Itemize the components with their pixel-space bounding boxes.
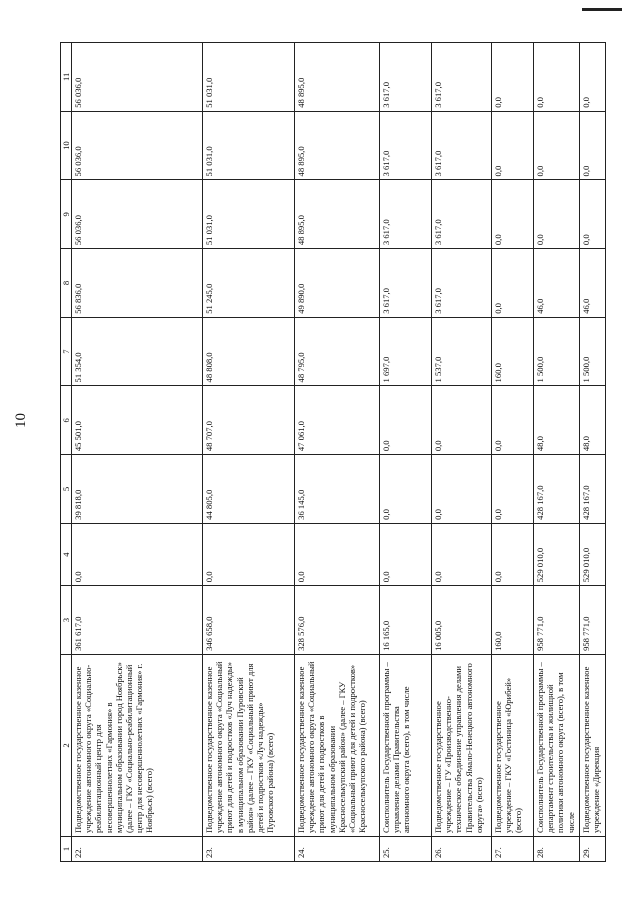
- value-cell: 328 576,0: [295, 586, 380, 655]
- table-row: [492, 43, 534, 862]
- row-name: Подведомственное государственное учреждение – ГУ «Производственно-техническое объединение управления делами Правительства Ямало-Ненецкого автономного округа» (всего): [432, 654, 492, 836]
- value-cell: 0,0: [295, 523, 380, 585]
- row-name: Подведомственное государственное казенное учреждение автономного округа «Социальный приют для детей и подростков «Луч надежды» в муниципальном образовании Пуровский район» (далее – ГКУ «Социальный приют для детей и подростков «Луч надежды» Пуровского района) (всего): [203, 654, 295, 836]
- row-name: Соисполнитель Государственной программы – управление делами Правительства автономного округа (всего), в том числе: [380, 654, 432, 836]
- value-cell: 958 771,0: [534, 586, 580, 655]
- value-cell: 346 658,0: [203, 586, 295, 655]
- row-number: 26.: [432, 837, 492, 862]
- value-cell: 0,0: [432, 386, 492, 455]
- value-cell: 0,0: [492, 523, 534, 585]
- row-name: Соисполнитель Государственной программы – департамент строительства и жилищной политики автономного округа (всего), в том числе: [534, 654, 580, 836]
- value-cell: 51 031,0: [203, 43, 295, 112]
- value-cell: 45 501,0: [72, 386, 203, 455]
- value-cell: 3 617,0: [380, 43, 432, 112]
- value-cell: 428 167,0: [534, 455, 580, 524]
- value-cell: 16 005,0: [432, 586, 492, 655]
- value-cell: 3 617,0: [432, 180, 492, 249]
- row-number: 25.: [380, 837, 432, 862]
- value-cell: 3 617,0: [432, 111, 492, 180]
- row-number: 22.: [72, 837, 203, 862]
- value-cell: 0,0: [492, 386, 534, 455]
- value-cell: 39 818,0: [72, 455, 203, 524]
- table-row: [432, 43, 492, 862]
- header-cell: 1: [61, 837, 72, 862]
- header-cell: 4: [61, 523, 72, 585]
- value-cell: 46,0: [534, 249, 580, 318]
- header-cell: 3: [61, 586, 72, 655]
- value-cell: 0,0: [380, 523, 432, 585]
- header-cell: 5: [61, 455, 72, 524]
- row-number: 23.: [203, 837, 295, 862]
- value-cell: 44 805,0: [203, 455, 295, 524]
- value-cell: 0,0: [432, 523, 492, 585]
- value-cell: 51 245,0: [203, 249, 295, 318]
- row-number: 27.: [492, 837, 534, 862]
- value-cell: 1 697,0: [380, 317, 432, 386]
- budget-table: [60, 42, 606, 862]
- value-cell: 529 010,0: [580, 523, 606, 585]
- table-container: [60, 42, 620, 862]
- value-cell: 0,0: [492, 455, 534, 524]
- value-cell: 48,0: [534, 386, 580, 455]
- row-number: 24.: [295, 837, 380, 862]
- value-cell: 56 036,0: [72, 43, 203, 112]
- row-number: 28.: [534, 837, 580, 862]
- value-cell: 56 036,0: [72, 180, 203, 249]
- table-row: [580, 43, 606, 862]
- value-cell: 51 031,0: [203, 180, 295, 249]
- value-cell: 0,0: [380, 386, 432, 455]
- value-cell: 0,0: [492, 249, 534, 318]
- value-cell: 56 036,0: [72, 111, 203, 180]
- table-row: [72, 43, 203, 862]
- value-cell: 1 537,0: [432, 317, 492, 386]
- value-cell: 0,0: [534, 180, 580, 249]
- value-cell: 160,0: [492, 317, 534, 386]
- value-cell: 48 795,0: [295, 317, 380, 386]
- value-cell: 3 617,0: [432, 249, 492, 318]
- value-cell: 1 500,0: [534, 317, 580, 386]
- header-cell: 11: [61, 43, 72, 112]
- value-cell: 0,0: [203, 523, 295, 585]
- row-number: 29.: [580, 837, 606, 862]
- value-cell: 48 895,0: [295, 180, 380, 249]
- value-cell: 1 500,0: [580, 317, 606, 386]
- rotated-page: [60, 42, 620, 862]
- value-cell: 3 617,0: [432, 43, 492, 112]
- value-cell: 56 836,0: [72, 249, 203, 318]
- row-name: Подведомственное государственное учреждение – ГКУ «Гостиница «Юрибей» (всего): [492, 654, 534, 836]
- value-cell: 0,0: [492, 111, 534, 180]
- value-cell: 36 145,0: [295, 455, 380, 524]
- value-cell: 0,0: [580, 180, 606, 249]
- value-cell: 48 808,0: [203, 317, 295, 386]
- table-row: [203, 43, 295, 862]
- value-cell: 0,0: [492, 43, 534, 112]
- row-name: Подведомственное государственное казенное учреждение автономного округа «Социально-реабилитационный центр для несовершеннолетних «Гармония» в муниципальном образовании город Ноябрьск» (далее – ГКУ «Социально-реабилитационный центр для несовершеннолетних «Гармония» г. Ноябрьск) (всего): [72, 654, 203, 836]
- value-cell: 0,0: [534, 43, 580, 112]
- row-name: Подведомственное государственное казенное учреждение автономного округа «Социальный приют для детей и подростков в муниципальном образовании Красноселькупский район» (далее – ГКУ «Социальный приют для детей и подростков» Красноселькупского района) (всего): [295, 654, 380, 836]
- value-cell: 3 617,0: [380, 180, 432, 249]
- value-cell: 160,0: [492, 586, 534, 655]
- value-cell: 3 617,0: [380, 111, 432, 180]
- table-row: [380, 43, 432, 862]
- value-cell: 48 895,0: [295, 111, 380, 180]
- page-number: 10: [13, 413, 29, 428]
- value-cell: 0,0: [580, 111, 606, 180]
- header-cell: 8: [61, 249, 72, 318]
- value-cell: 0,0: [580, 43, 606, 112]
- row-name: Подведомственное государственное казенное учреждение «Дирекция: [580, 654, 606, 836]
- table-row: [534, 43, 580, 862]
- value-cell: 0,0: [72, 523, 203, 585]
- corner-mark: [582, 8, 622, 11]
- header-cell: 10: [61, 111, 72, 180]
- table-row: [295, 43, 380, 862]
- value-cell: 0,0: [432, 455, 492, 524]
- value-cell: 48 707,0: [203, 386, 295, 455]
- value-cell: 49 890,0: [295, 249, 380, 318]
- value-cell: 958 771,0: [580, 586, 606, 655]
- value-cell: 0,0: [534, 111, 580, 180]
- header-cell: 9: [61, 180, 72, 249]
- value-cell: 51 354,0: [72, 317, 203, 386]
- value-cell: 51 031,0: [203, 111, 295, 180]
- header-cell: 7: [61, 317, 72, 386]
- value-cell: 0,0: [492, 180, 534, 249]
- value-cell: 361 617,0: [72, 586, 203, 655]
- value-cell: 3 617,0: [380, 249, 432, 318]
- value-cell: 0,0: [380, 455, 432, 524]
- header-cell: 6: [61, 386, 72, 455]
- value-cell: 46,0: [580, 249, 606, 318]
- header-cell: 2: [61, 654, 72, 836]
- value-cell: 47 061,0: [295, 386, 380, 455]
- header-row: [61, 43, 72, 862]
- value-cell: 529 010,0: [534, 523, 580, 585]
- value-cell: 48,0: [580, 386, 606, 455]
- value-cell: 16 165,0: [380, 586, 432, 655]
- value-cell: 428 167,0: [580, 455, 606, 524]
- value-cell: 48 895,0: [295, 43, 380, 112]
